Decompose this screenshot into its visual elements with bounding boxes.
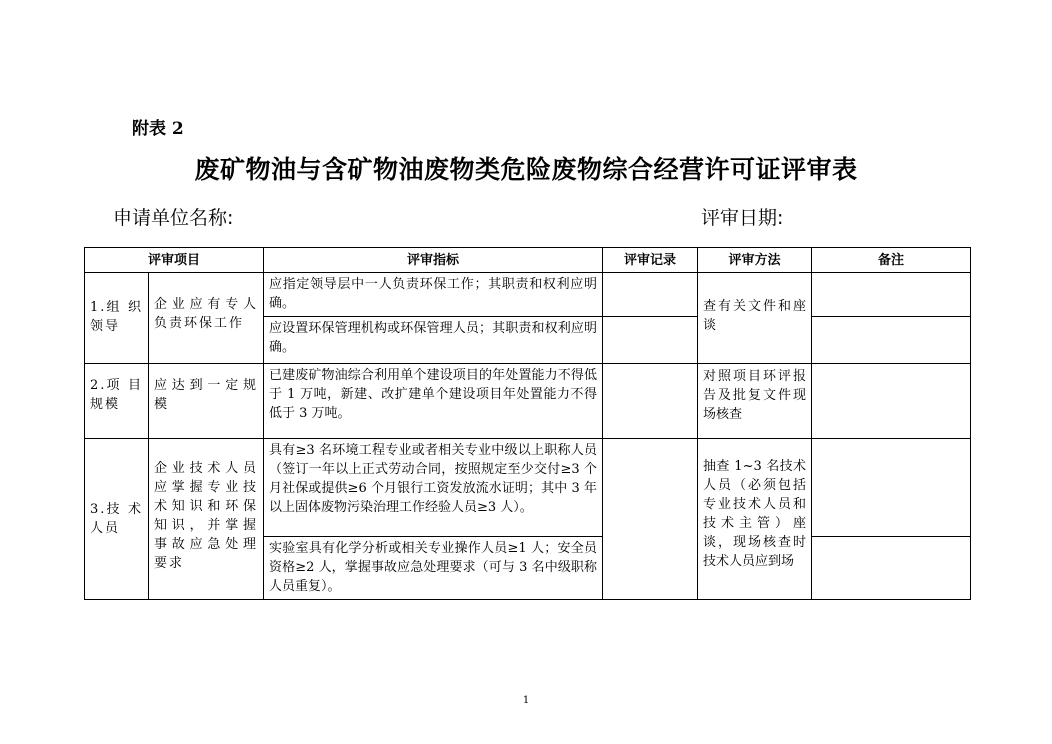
review-date-label: 评审日期:: [701, 207, 784, 229]
table-header-row: [85, 248, 971, 273]
attachment-label: 附表 2: [132, 119, 184, 139]
remarks-cell: [812, 317, 971, 364]
record-cell: [603, 317, 698, 364]
header-review-method: 评审方法: [698, 248, 812, 273]
header-review-item: 评审项目: [85, 248, 264, 273]
table-row: [85, 439, 971, 537]
item-cell: 2.项 目规模: [85, 364, 149, 439]
record-cell: [603, 364, 698, 439]
header-remarks: 备注: [812, 248, 971, 273]
record-cell: [603, 273, 698, 317]
record-cell: [603, 439, 698, 600]
item-cell: 3.技 术人员: [85, 439, 149, 600]
remarks-cell: [812, 273, 971, 317]
indicator-cell: 具有≥3 名环境工程专业或者相关专业中级以上职称人员（签订一年以上正式劳动合同，按照规定至少交付≥3 个月社保或提供≥6 个月银行工资发放流水证明；其中 3 年以上固体废物污染治理工作经验人员≥3 人）。: [264, 439, 603, 537]
remarks-cell: [812, 439, 971, 537]
table-row: [85, 364, 971, 439]
indicator-cell: 应指定领导层中一人负责环保工作；其职责和权利应明确。: [264, 273, 603, 317]
method-cell: 抽查 1~3 名技术人员（必须包括专业技术人员和技术主管）座谈，现场核查时技术人员应到场: [698, 439, 812, 600]
requirement-cell: 企业技术人员应掌握专业技术知识和环保知识，并掌握事故应急处理要求: [149, 439, 264, 600]
header-review-indicator: 评审指标: [264, 248, 603, 273]
indicator-cell: 应设置环保管理机构或环保管理人员；其职责和权利应明确。: [264, 317, 603, 364]
remarks-cell: [812, 364, 971, 439]
method-cell: 查有关文件和座谈: [698, 273, 812, 364]
header-review-record: 评审记录: [603, 248, 698, 273]
requirement-cell: 企业应有专人负责环保工作: [149, 273, 264, 364]
review-table: [84, 247, 971, 600]
indicator-cell: 实验室具有化学分析或相关专业操作人员≥1 人；安全员资格≥2 人，掌握事故应急处理要求（可与 3 名中级职称人员重复）。: [264, 537, 603, 600]
item-cell: 1.组 织领导: [85, 273, 149, 364]
remarks-cell: [812, 537, 971, 600]
page-number: 1: [522, 695, 530, 706]
document-title: 废矿物油与含矿物油废物类危险废物综合经营许可证评审表: [194, 155, 858, 184]
method-cell: 对照项目环评报告及批复文件现场核查: [698, 364, 812, 439]
applicant-name-label: 申请单位名称:: [113, 207, 234, 229]
indicator-cell: 已建废矿物油综合利用单个建设项目的年处置能力不得低于 1 万吨，新建、改扩建单个建设项目年处置能力不得低于 3 万吨。: [264, 364, 603, 439]
table-row: [85, 273, 971, 317]
requirement-cell: 应达到一定规模: [149, 364, 264, 439]
